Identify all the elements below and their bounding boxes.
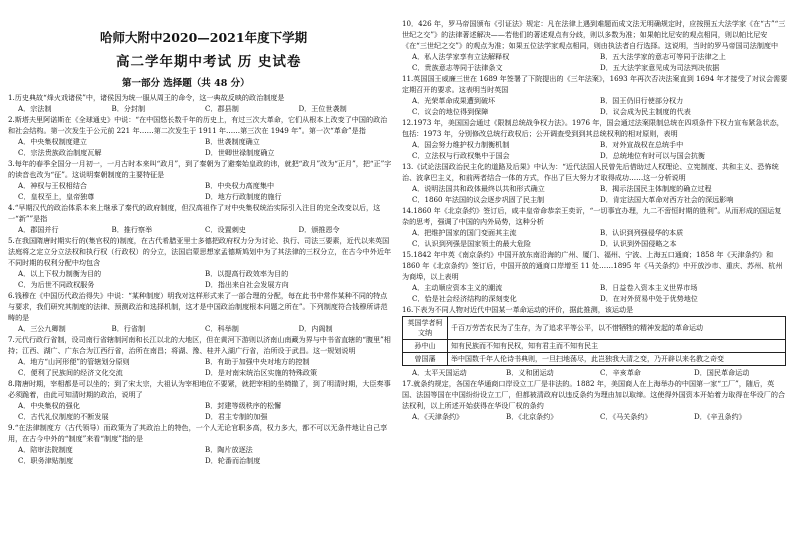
answer-option: B．揭示法国民主体制度的确立过程: [600, 184, 712, 193]
answer-options: [402, 95, 788, 117]
question-block: [8, 290, 392, 334]
answer-option: B．中央权力高度集中: [205, 181, 275, 190]
question-stem: 1.历史典故“烽火戏诸侯”中，诸侯因为统一服从周王的命令，这一典故反映的政治制度是: [8, 93, 285, 102]
table-row: [403, 353, 786, 366]
answer-option: D．总统地位有时可以与国会抗衡: [600, 151, 705, 160]
left-questions: [8, 92, 392, 466]
answer-option: C．《马关条约》: [600, 412, 652, 421]
answer-option: A．陪审法院制度: [18, 445, 73, 454]
answer-options: [8, 356, 392, 378]
answer-options: [8, 268, 392, 290]
answer-option: B．日益卷入资本主义世界市场: [600, 283, 698, 292]
question-stem: 16.下表为不同人物对近代中国某一革命运动的评价，据此推测，该运动是: [402, 305, 634, 314]
question-block: [402, 378, 788, 422]
answer-option: D．指出来自社会发展方向: [205, 280, 289, 289]
answer-option: C．设置刺史: [205, 225, 246, 234]
answer-option: C．议会的地位得到保障: [412, 107, 489, 116]
question-stem: 3.每年的春季全国分一月初一，一月古时本来叫“政月”，到了秦朝为了避秦始皇政的讳，就把“政月”改为“正月”，把“正”字的读音也改为“征”。这说明秦朝制度的主要特征是: [8, 159, 392, 179]
answer-option: A．地方“山河形便”的管辖划分原则: [18, 357, 130, 366]
answer-option: C．1860 年法国的议会逐步巩固了民主制: [412, 195, 545, 204]
answer-option: D．认识到外国侵略之本: [600, 239, 677, 248]
answer-option: A．以上下权力制衡为目的: [18, 269, 102, 278]
answer-option: A．私人法学家享有立法解释权: [412, 52, 510, 61]
answer-options: [402, 367, 788, 378]
answer-option: B．封建等级秩序的松懈: [205, 401, 282, 410]
answer-option: C．认识到列强是国家领土的最大危险: [412, 239, 531, 248]
answer-option: C．为后世不同政权服务: [18, 280, 95, 289]
answer-option: D．五大法学家意见成为司法判决依据: [600, 63, 720, 72]
answer-options: [402, 51, 788, 73]
answer-option: B．陶片放逐法: [205, 445, 253, 454]
answer-option: D．国民革命运动: [694, 368, 750, 377]
question-stem: 11.英国国王威廉三世在 1689 年签署了下院提出的《三年法案》，1693 年再次否决法案直到 1694 年才接受了对议会需要定期召开的要求。这表明当时英国: [402, 74, 788, 94]
answer-options: [402, 139, 788, 161]
answer-option: C．科举制: [205, 324, 239, 333]
question-block: [8, 202, 392, 235]
answer-option: C．宗法贵族政治制度瓦解: [18, 148, 102, 157]
answer-option: C．恰是社会经济结构的深刻变化: [412, 294, 517, 303]
answer-options: [402, 183, 788, 205]
answer-option: D．君主专制的加强: [205, 412, 268, 421]
answer-options: [8, 103, 392, 114]
answer-option: B．五大法学家的意志可等同于法律之上: [600, 52, 726, 61]
answer-options: [402, 227, 788, 249]
answer-option: C．贵族意志等同于法律条文: [412, 63, 503, 72]
answer-option: C．古代礼仪制度的不断发展: [18, 412, 109, 421]
answer-option: A．三公九卿制: [18, 324, 66, 333]
question-block: [8, 92, 392, 114]
answer-option: B．世袭制度确立: [205, 137, 260, 146]
question-stem: 12.1973 年，美国国会通过《限制总统战争权力法》。1976 年，国会通过法案限制总统在四项条件下权力宣布紧急状态，包括：1973 年，分别修改总统行政权后；公开调查受到到其总统权利的相对原则，表明: [402, 118, 784, 138]
answer-option: B．国王仍旧行使部分权力: [600, 96, 684, 105]
exam-subtitle: 高二学年期中考试 历 史试卷: [116, 54, 302, 70]
question-block: [8, 158, 392, 202]
question-block: [402, 304, 788, 378]
answer-options: [402, 282, 788, 304]
question-stem: 4.“早期汉代的政治体系本来上继承了秦代的政府制度，但汉高祖作了对中央集权统治实际引入注目的完全改变以后，这一“新””是指: [8, 203, 381, 223]
answer-option: A．《天津条约》: [412, 412, 464, 421]
answer-option: A．中央集权制度建立: [18, 137, 87, 146]
answer-option: B．对外宣战权在总统手中: [600, 140, 684, 149]
answer-option: D．王位世袭制: [298, 104, 347, 113]
table-evaluation: 知有民族而不知有民权，知有君主而不知有民主: [448, 340, 786, 353]
question-stem: 8.隋唐时期，宰相都是可以坐的；到了宋太宗，大祖认为宰相地位不要紧，就把宰相的坐椅撤了，到了明清时期，大臣奏事必须跪着，由此可知清时期的政治，说明了: [8, 379, 391, 399]
right-questions: [402, 18, 788, 422]
answer-option: A．郡国并行: [18, 225, 59, 234]
table-evaluation: 举中国数千年人伦诗书典则，一旦扫地荡尽，此岂独我大清之变，乃开辟以来名教之奇变: [448, 353, 786, 366]
question-block: [402, 73, 788, 117]
answer-option: D．是对南宋统治区实施的特殊政策: [205, 368, 318, 377]
answer-option: D．轮番而治制度: [205, 456, 261, 465]
answer-option: C．郡县制: [205, 104, 239, 113]
answer-option: A．主动顺应资本主义的潮流: [412, 283, 503, 292]
right-column: [402, 18, 788, 422]
section-heading: 第一部分 选择题（共 48 分）: [122, 78, 250, 89]
table-evaluation: 千百万劳苦农民为了生存，为了追求平等公平，以不惜牺牲的精神发起的革命运动: [448, 317, 786, 340]
question-block: [402, 18, 788, 73]
evaluation-table: [402, 316, 786, 366]
question-block: [8, 114, 392, 158]
left-column: [8, 18, 392, 466]
question-stem: 10．426 年，罗马帝国颁布《引证法》规定：凡在法律上遇到难题而成文法无明确规定时，应按照五大法学家《在“古”“三世纪之交”》的法律著述解决——若他们的著述观点有分歧，则以多数为准；如果帕比尼安的观点相同，则以帕比尼安《在“三世纪之交”》的观点为准；如果五位法学家观点相同，则由执法者自行选择。这说明，当时的罗马帝国司法制度中: [402, 19, 786, 50]
exam-title: 哈师大附中2020—2021年度下学期: [100, 30, 308, 45]
answer-options: [8, 444, 392, 466]
question-stem: 17.就条约规定，各国在华通商口岸设立工厂是非法的。1882 年，美国商人在上海举办的中国第一家“工厂”，随后，英国、法国等国在中国纷纷设立工厂，但都被清政府以违反条约为理由加以取缔。这使得外国资本开始着力取得在华设厂的合法权利，以上所述开始获得在华设厂权的条约: [402, 379, 786, 410]
question-stem: 7.元代行政行省制，设司南行省辖制河南和长江以北的大地区，但在黄河下游则以济南山南藏为界与中书省直辖的“腹里”相持；江西、湖广、广东合为江西行省，治所在南昌；将湖、豫、桂并入湖广行省，治所设于武昌。这一规划说明: [8, 335, 391, 355]
answer-option: D．肯定法国大革命对西方社会的深远影响: [600, 195, 734, 204]
answer-option: C．便利了民族间的经济文化交流: [18, 368, 123, 377]
answer-options: [8, 180, 392, 202]
answer-option: B．认识到列强侵华的本质: [600, 228, 684, 237]
answer-option: C．立法权与行政权集中于国会: [412, 151, 510, 160]
answer-option: A．中央集权的强化: [18, 401, 80, 410]
answer-option: B．《北京条约》: [506, 412, 558, 421]
answer-option: A．宗法制: [18, 104, 52, 113]
question-stem: 14.1860 年《北京条约》签订后，咸丰皇帝命恭亲王奕䜣，“一切事宜办理，九二不啻恒时期的胜利”。从而形成的国运复杂的思考，强调了中国的内外局势，这种分析: [402, 206, 782, 226]
answer-option: B．行省制: [111, 324, 146, 333]
answer-option: D．颁推恩令: [298, 225, 340, 234]
answer-option: D．《辛丑条约》: [694, 412, 746, 421]
answer-option: C．辛亥革命: [600, 368, 641, 377]
answer-option: B．分封制: [111, 104, 146, 113]
answer-options: [8, 224, 392, 235]
question-block: [402, 249, 788, 304]
answer-option: C．职务津贴制度: [18, 456, 74, 465]
question-block: [402, 117, 788, 161]
answer-option: A．神权与王权相结合: [18, 181, 87, 190]
question-stem: 15.1842 年中英《南京条约》中国开放东南沿海的广州、厦门、福州、宁波、上海五口通商；1858 年《天津条约》和 1860 年《北京条约》签订后，中国开放的通商口岸增至 11 处……1895 年《马关条约》中开放沙市、重庆、苏州、杭州为商埠，以上表明: [402, 250, 783, 281]
answer-option: B．以提高行政效率为目的: [205, 269, 289, 278]
answer-option: D．世卿世禄制度确立: [205, 148, 275, 157]
answer-option: A．太平天国运动: [412, 368, 467, 377]
question-stem: 2.斯塔夫里阿诺斯在《全球通史》中说：“在中国悠长数千年的历史上，有过三次大革命，它们从根本上改变了中国的政治和社会结构。第一次发生于公元前 221 年……第二次发生于 1911 年……第三次在 1949 年”。第一次“革命”是指: [8, 115, 388, 135]
answer-option: B．有助于加强中央对地方的控制: [205, 357, 310, 366]
answer-option: D．议会成为民主制度的代表: [600, 107, 691, 116]
answer-option: B．义和团运动: [506, 368, 554, 377]
answer-options: [402, 411, 788, 422]
question-block: [8, 334, 392, 378]
answer-options: [8, 400, 392, 422]
table-person: 英国学者柯文纳: [403, 317, 448, 340]
answer-option: A．光荣革命成果遭到破坏: [412, 96, 496, 105]
answer-option: D．内阁制: [298, 324, 333, 333]
question-stem: 13.《试论法国政治民主化的道路及后果》中认为：“近代法国人民曾先后借助过人权理论、立宪制度、共和主义、恐怖统治、波拿巴主义，和前两者结合一体的方式，作出了巨大努力才取得成功……这一分析说明: [402, 162, 779, 182]
answer-options: [8, 136, 392, 158]
table-row: [403, 340, 786, 353]
question-block: [8, 422, 392, 466]
answer-option: B．推行察举: [111, 225, 153, 234]
question-block: [8, 378, 392, 422]
answer-option: D．在对外贸易中处于优势地位: [600, 294, 698, 303]
table-person: 曾国藩: [403, 353, 448, 366]
answer-options: [8, 323, 392, 334]
answer-option: D．地方行政制度的施行: [205, 192, 282, 201]
answer-option: C．皇权至上，皇帝独尊: [18, 192, 95, 201]
question-stem: 6.钱穆在《中国历代政治得失》中说：“某种制度）明我对这样形式来了一部合理的分配，每在此书中常作某种不同的特点与要求，我们研究其制度的法律、预测政治和选择机制，这才是中国政治制度根本问题之所在”。下列制度符合钱穆所讲范畴的是: [8, 291, 388, 322]
answer-option: A．说明法国共和政体最终以共和形式确立: [412, 184, 545, 193]
table-row: [403, 317, 786, 340]
question-block: [402, 161, 788, 205]
question-stem: 9.“在法律制度方（古代领导）而政策为了其政治上的特色，一个人无论官职多高，权力多大，都不可以无条件地让自己享用，在古今中外的“制度”来看“制度”指的是: [8, 423, 388, 443]
question-block: [402, 205, 788, 249]
question-block: [8, 235, 392, 290]
answer-option: A．国会努力维护权力制衡机制: [412, 140, 510, 149]
table-person: 孙中山: [403, 340, 448, 353]
question-stem: 5.在我国隋唐时期实行的(集官权的)制度，在古代希腊亚里士多德把政府权力分为讨论、执行、司法三要素，近代以来英国法庭将之定立分立法权和执行权（行政权）的分立，法国启蒙思想家孟德斯鸠划中为了其法律的三权分立，在古今中外近年不同时期的权利分配中均包含: [8, 236, 392, 267]
answer-option: A．把维护国家的国门变面其主流: [412, 228, 517, 237]
